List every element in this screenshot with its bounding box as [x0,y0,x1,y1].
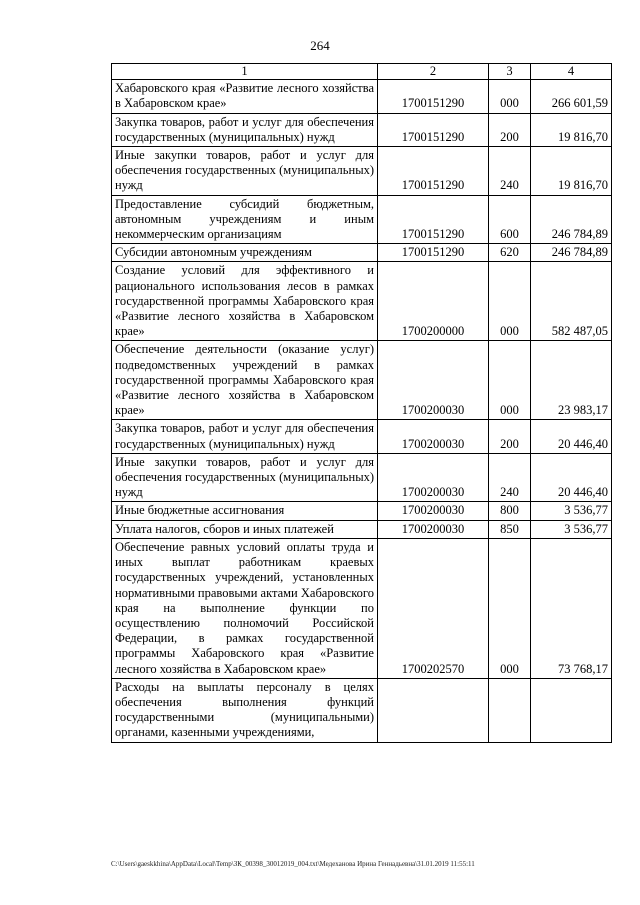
budget-table [111,63,612,743]
row-code: 1700200000 [378,262,489,341]
table-row [112,113,612,146]
row-type: 200 [489,420,531,453]
row-code: 1700202570 [378,538,489,678]
row-code: 1700200030 [378,453,489,502]
header-col-4: 4 [531,64,612,80]
row-name: Создание условий для эффективного и рационального использования лесов в рамках государственной программы Хабаровского края «Развитие лесного хозяйства в Хабаровском крае» [112,262,378,341]
page-number: 264 [310,38,330,53]
row-type: 240 [489,147,531,196]
row-code: 1700200030 [378,341,489,420]
row-type: 000 [489,341,531,420]
row-type: 200 [489,113,531,146]
row-amount: 73 768,17 [531,538,612,678]
header-col-2: 2 [378,64,489,80]
row-name: Иные бюджетные ассигнования [112,502,378,520]
row-name: Хабаровского края «Развитие лесного хозяйства в Хабаровском крае» [112,80,378,113]
row-code [378,678,489,742]
table-row [112,520,612,538]
row-type: 000 [489,80,531,113]
row-name: Закупка товаров, работ и услуг для обеспечения государственных (муниципальных) нужд [112,113,378,146]
table-row [112,678,612,742]
row-type: 800 [489,502,531,520]
table-row [112,244,612,262]
row-amount: 266 601,59 [531,80,612,113]
table-row [112,341,612,420]
row-amount: 3 536,77 [531,520,612,538]
table-row [112,420,612,453]
row-code: 1700151290 [378,195,489,244]
row-amount: 19 816,70 [531,113,612,146]
row-amount: 246 784,89 [531,195,612,244]
header-col-3: 3 [489,64,531,80]
row-code: 1700151290 [378,113,489,146]
row-name: Обеспечение равных условий оплаты труда и иных выплат работникам краевых государственных учреждений, установленных нормативными правовыми актами Хабаровского края на выполнение функции по осуществлению полномочий Российской Федерации, в рамках государственной программы Хабаровского края «Развитие лесного хозяйства в Хабаровском крае» [112,538,378,678]
row-name: Иные закупки товаров, работ и услуг для обеспечения государственных (муниципальных) нужд [112,453,378,502]
row-type: 850 [489,520,531,538]
row-code: 1700200030 [378,520,489,538]
row-amount: 246 784,89 [531,244,612,262]
table-row [112,195,612,244]
row-name: Расходы на выплаты персоналу в целях обеспечения выполнения функций государственными (муниципальными) органами, казенными учреждениями, [112,678,378,742]
row-code: 1700151290 [378,244,489,262]
table-row [112,262,612,341]
row-amount: 582 487,05 [531,262,612,341]
row-amount: 23 983,17 [531,341,612,420]
row-code: 1700151290 [378,147,489,196]
row-amount: 20 446,40 [531,453,612,502]
row-type: 240 [489,453,531,502]
row-amount: 3 536,77 [531,502,612,520]
table-row [112,80,612,113]
row-name: Субсидии автономным учреждениям [112,244,378,262]
row-type: 600 [489,195,531,244]
row-code: 1700200030 [378,502,489,520]
row-name: Обеспечение деятельности (оказание услуг) подведомственных учреждений в рамках государственной программы Хабаровского края «Развитие лесного хозяйства в Хабаровском крае» [112,341,378,420]
row-name: Уплата налогов, сборов и иных платежей [112,520,378,538]
table-row [112,147,612,196]
row-amount [531,678,612,742]
table-row [112,453,612,502]
row-amount: 20 446,40 [531,420,612,453]
row-type: 000 [489,538,531,678]
row-amount: 19 816,70 [531,147,612,196]
row-type [489,678,531,742]
row-name: Закупка товаров, работ и услуг для обеспечения государственных (муниципальных) нужд [112,420,378,453]
row-name: Иные закупки товаров, работ и услуг для обеспечения государственных (муниципальных) нужд [112,147,378,196]
row-name: Предоставление субсидий бюджетным, автономным учреждениям и иным некоммерческим организациям [112,195,378,244]
table-header-row [112,64,612,80]
table-row [112,502,612,520]
file-path-footer: C:\Users\gaeskkhina\AppData\Local\Temp\ЗК_00398_30012019_004.txt\Медеханова Ирина Геннадьевна\31.01.2019 11:55:11 [111,860,475,868]
row-code: 1700200030 [378,420,489,453]
row-code: 1700151290 [378,80,489,113]
row-type: 620 [489,244,531,262]
table-row [112,538,612,678]
header-col-1: 1 [112,64,378,80]
row-type: 000 [489,262,531,341]
